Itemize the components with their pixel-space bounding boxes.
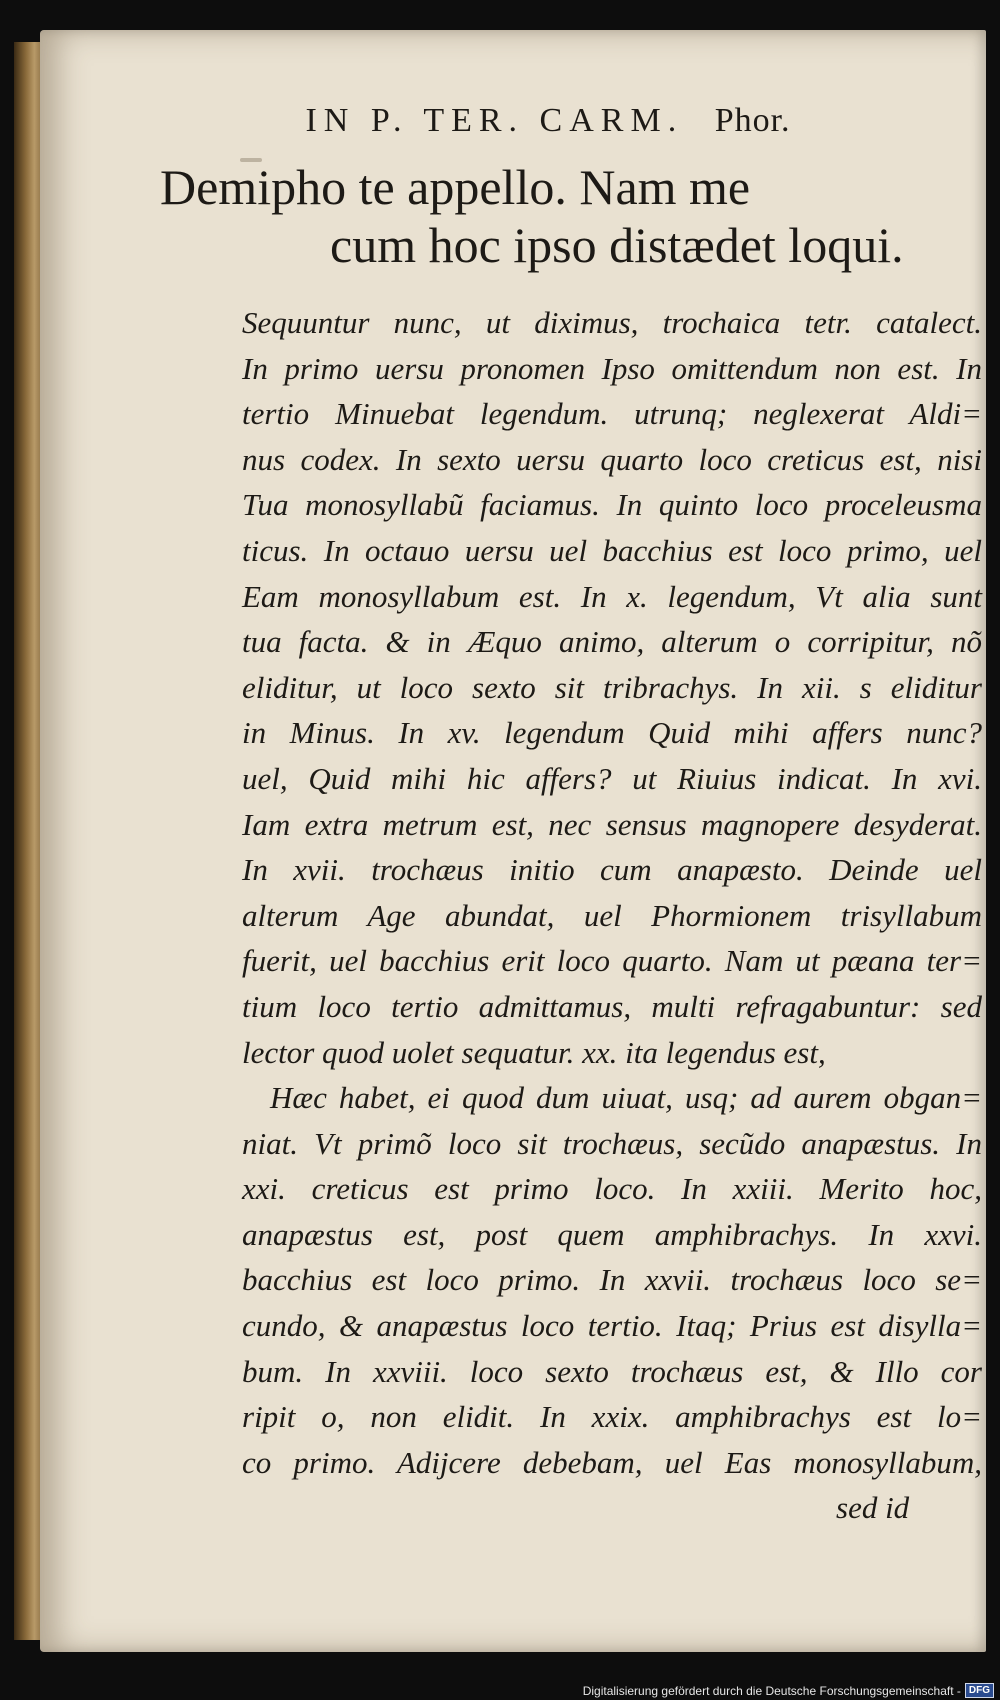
verse-line-2: cum hoc ipso distædet loqui. bbox=[330, 217, 904, 273]
dfg-logo: DFG bbox=[965, 1683, 994, 1698]
commentary-line: ticus. In octauo uersu uel bacchius est loco primo, uel bbox=[242, 532, 982, 568]
running-head-title: IN P. TER. CARM. bbox=[305, 102, 684, 139]
book-page bbox=[40, 30, 986, 1652]
commentary-line: In xvii. trochæus initio cum anapæsto. Deinde uel bbox=[242, 852, 982, 888]
running-head bbox=[40, 102, 986, 140]
commentary-line: xxi. creticus est primo loco. In xxiii. Merito hoc, bbox=[242, 1171, 982, 1207]
commentary-line: co primo. Adijcere debebam, uel Eas monosyllabum, bbox=[242, 1444, 982, 1480]
commentary-line: bum. In xxviii. loco sexto trochæus est, & Illo cor bbox=[242, 1353, 982, 1389]
credit-text: Digitalisierung gefördert durch die Deutsche Forschungsgemeinschaft - bbox=[582, 1683, 961, 1698]
commentary-line: Sequuntur nunc, ut diximus, trochaica tetr. catalect. bbox=[242, 305, 982, 340]
digitization-credit bbox=[583, 1683, 994, 1698]
commentary-line: cundo, & anapæstus loco tertio. Itaq; Prius est disylla= bbox=[242, 1308, 982, 1344]
commentary-line: fuerit, uel bacchius erit loco quarto. Nam ut pæana ter= bbox=[242, 943, 982, 979]
running-head-play: Phor. bbox=[714, 102, 791, 139]
commentary-line: Iam extra metrum est, nec sensus magnopere desyderat. bbox=[242, 806, 982, 842]
commentary-line: tertio Minuebat legendum. utrunq; neglexerat Aldi= bbox=[242, 396, 982, 432]
commentary-line: nus codex. In sexto uersu quarto loco creticus est, nisi bbox=[242, 441, 982, 477]
catchword: sed id bbox=[836, 1490, 910, 1526]
verse-line-1: Demipho te appello. Nam me bbox=[160, 159, 751, 215]
commentary-line: lector quod uolet sequatur. xx. ita legendus est, bbox=[242, 1034, 826, 1070]
commentary-line: in Minus. In xv. legendum Quid mihi affers nunc? bbox=[242, 715, 982, 751]
commentary-line: anapæstus est, post quem amphibrachys. In xxvi. bbox=[242, 1216, 982, 1252]
commentary-line: ripit o, non elidit. In xxix. amphibrachys est lo= bbox=[242, 1399, 982, 1435]
commentary-line: niat. Vt primõ loco sit trochæus, secũdo anapæstus. In bbox=[242, 1125, 982, 1161]
commentary-line: Eam monosyllabum est. In x. legendum, Vt alia sunt bbox=[242, 578, 982, 614]
commentary-line: alterum Age abundat, uel Phormionem trisyllabum bbox=[242, 897, 982, 933]
commentary-line: In primo uersu pronomen Ipso omittendum non est. In bbox=[242, 350, 982, 386]
commentary-line: uel, Quid mihi hic affers? ut Riuius indicat. In xvi. bbox=[242, 760, 982, 796]
commentary-line: Tua monosyllabũ faciamus. In quinto loco proceleusma bbox=[242, 487, 982, 523]
commentary-line: tium loco tertio admittamus, multi refragabuntur: sed bbox=[242, 988, 982, 1024]
commentary-line: tua facta. & in Æquo animo, alterum o corripitur, nõ bbox=[242, 624, 982, 660]
commentary-line: bacchius est loco primo. In xxvii. trochæus loco se= bbox=[242, 1262, 982, 1298]
page-content bbox=[40, 30, 986, 1652]
commentary-block bbox=[242, 300, 982, 1531]
commentary-line: eliditur, ut loco sexto sit tribrachys. In xii. s eliditur bbox=[242, 669, 982, 705]
commentary-line: Hæc habet, ei quod dum uiuat, usq; ad aurem obgan= bbox=[270, 1080, 982, 1116]
